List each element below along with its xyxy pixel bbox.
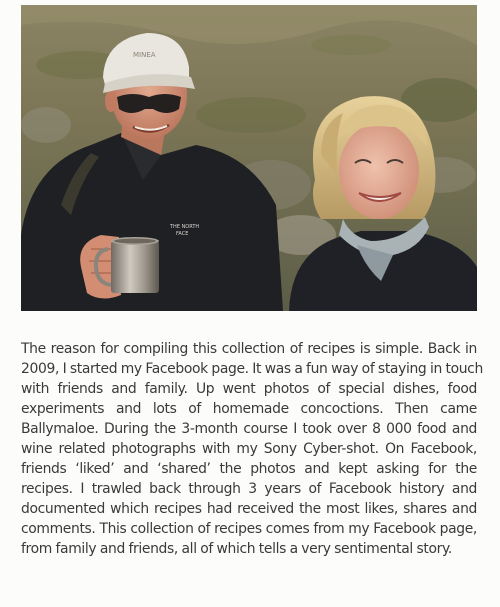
jacket-logo-line2: FACE [176, 231, 189, 237]
paragraph-line: with friends and family. Up went photos of special dishes, food [21, 381, 477, 397]
cap-text: MINEA [133, 51, 156, 59]
paragraph-line: from family and friends, all of which tells a very sentimental story. [21, 541, 452, 557]
paragraph-line: wine related photographs with my Sony Cyber-shot. On Facebook, [21, 441, 477, 457]
paragraph-line: The reason for compiling this collection of recipes is simple. Back in [21, 341, 477, 357]
jacket-logo-line1: THE NORTH [170, 224, 200, 230]
intro-paragraph [21, 339, 483, 559]
paragraph-line: documented which recipes had received the most likes, shares and [21, 501, 477, 517]
paragraph-line: recipes. I trawled back through 3 years of Facebook history and [21, 481, 477, 497]
couple-photo [21, 5, 477, 311]
paragraph-line: Ballymaloe. During the 3-month course I took over 8 000 food and [21, 421, 477, 437]
paragraph-line: friends ‘liked’ and ‘shared’ the photos and kept asking for the [21, 461, 477, 477]
paragraph-line: 2009, I started my Facebook page. It was a fun way of staying in touch [21, 361, 483, 377]
paragraph-line: comments. This collection of recipes comes from my Facebook page, [21, 521, 477, 537]
paragraph-line: experiments and lots of homemade concoctions. Then came [21, 401, 477, 417]
